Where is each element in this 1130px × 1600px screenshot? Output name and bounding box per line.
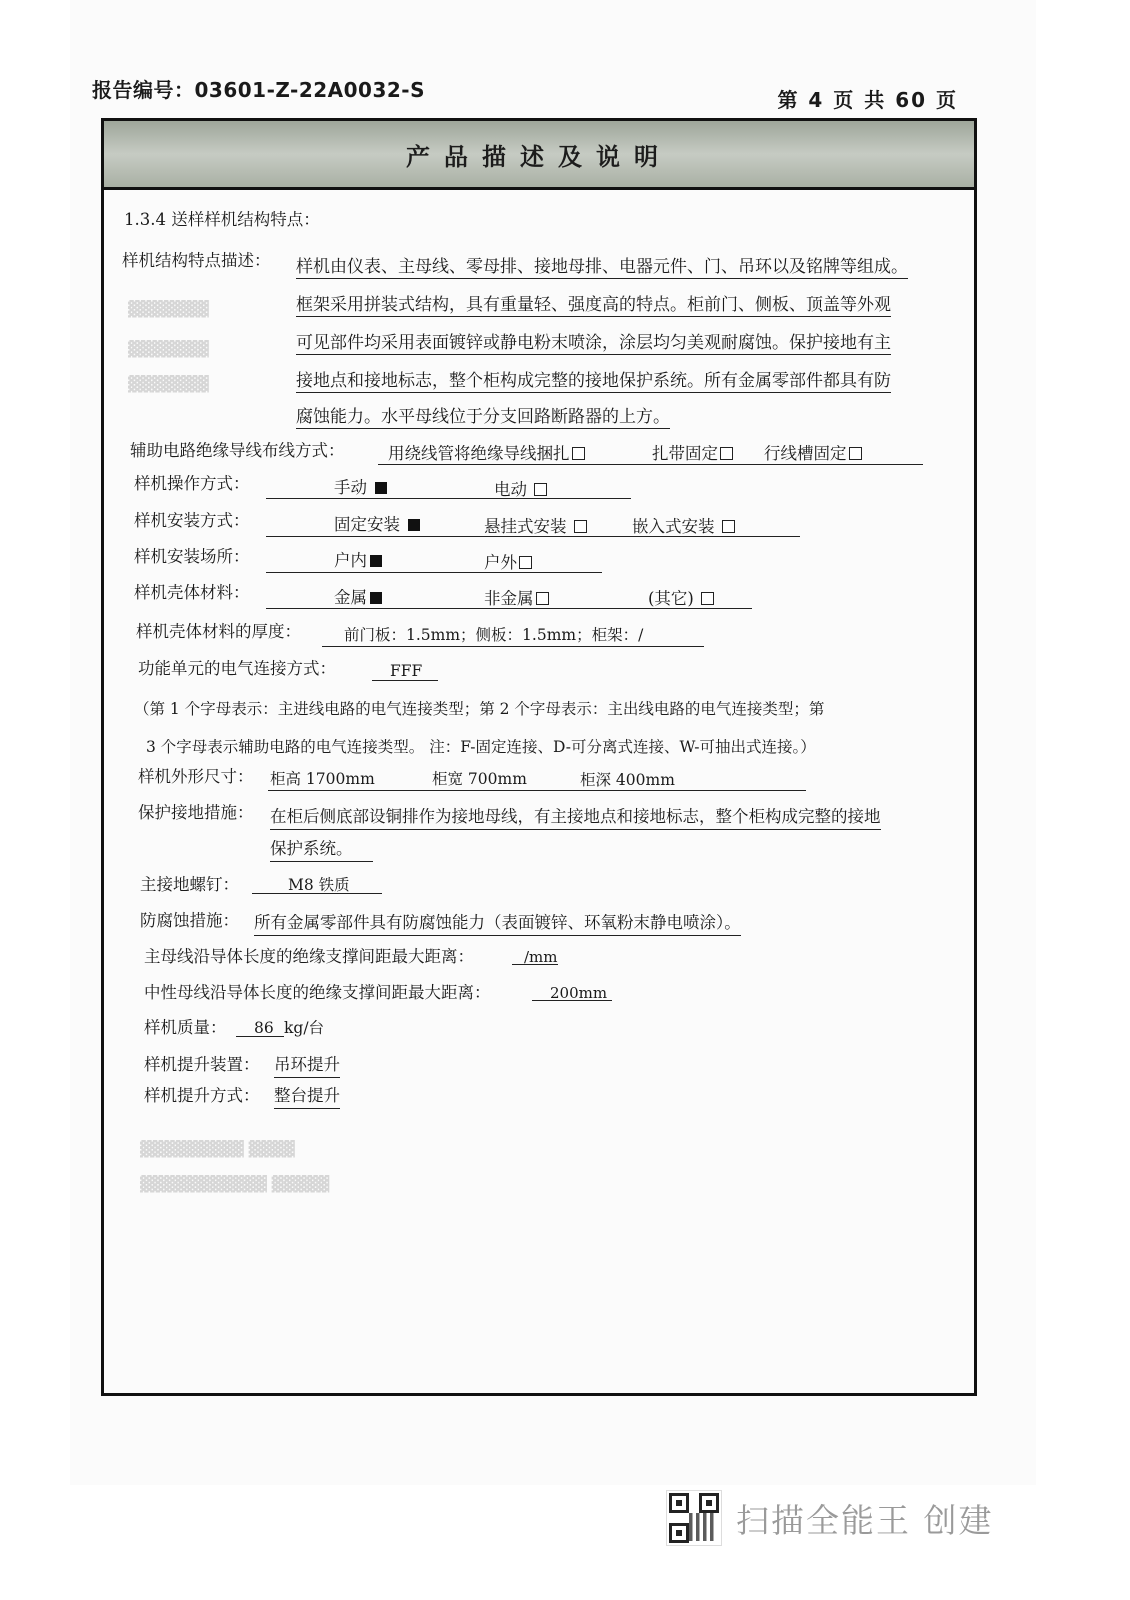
- wiring-option: [764, 443, 862, 465]
- bleed-through: ▓▓▓▓▓▓▓: [128, 300, 209, 318]
- mass-value: 86: [254, 1019, 274, 1037]
- structure-line: 接地点和接地标志，整个柜构成完整的接地保护系统。所有金属零部件都具有防: [296, 371, 891, 391]
- connection-note: （第 1 个字母表示：主进线电路的电气连接类型；第 2 个字母表示：主出线电路的电气连接类型；第: [134, 700, 825, 718]
- wiring-option-label: 行线槽固定: [764, 444, 847, 463]
- anticorrosion-label: 防腐蚀措施：: [140, 911, 239, 930]
- shell-option-label: (其它): [648, 589, 694, 608]
- structure-line: 可见部件均采用表面镀锌或静电粉末喷涂，涂层均匀美观耐腐蚀。保护接地有主: [296, 333, 891, 353]
- neutral-bus-value: 200mm: [550, 984, 608, 1002]
- checkbox-unchecked: [534, 483, 547, 496]
- bleed-through: ▓▓▓▓▓▓▓▓▓ ▓▓▓▓: [140, 1140, 295, 1158]
- checkbox-checked: [370, 555, 382, 567]
- wiring-option-label: 用绕线管将绝缘导线捆扎: [388, 444, 570, 463]
- earthing-text: [270, 838, 373, 862]
- bleed-through: ▓▓▓▓▓▓▓▓▓▓▓ ▓▓▓▓▓: [140, 1175, 330, 1193]
- scanner-watermark: [666, 1488, 1006, 1548]
- connection-note: 3 个字母表示辅助电路的电气连接类型。 注：F-固定连接、D-可分离式连接、W-可抽出式连接。）: [146, 738, 816, 756]
- place-option: [484, 552, 532, 574]
- install-option-label: 嵌入式安装: [632, 517, 715, 536]
- lift-method-value: 整台提升: [274, 1085, 340, 1109]
- checkbox-unchecked: [536, 592, 549, 605]
- qr-finder: [699, 1493, 719, 1513]
- earthing-line: 在柜后侧底部设铜排作为接地母线，有主接地点和接地标志，整个柜构成完整的接地: [270, 806, 881, 830]
- watermark-text: 扫描全能王 创建: [736, 1500, 994, 1540]
- anticorrosion-text: [254, 912, 741, 936]
- structure-line: 样机由仪表、主母线、零母排、接地母排、电器元件、门、吊环以及铭牌等组成。: [296, 257, 908, 277]
- mass-unit: kg/台: [284, 1019, 325, 1037]
- place-option-label: 户内: [334, 551, 367, 570]
- checkbox-checked: [375, 482, 387, 494]
- place-underline: [266, 572, 602, 573]
- checkbox-unchecked: [574, 520, 587, 533]
- size-width: 柜宽 700mm: [432, 770, 527, 788]
- shell-option: [648, 588, 714, 610]
- shell-option: [334, 587, 382, 609]
- operation-option-label: 手动: [334, 478, 367, 497]
- install-option: [632, 516, 735, 538]
- connection-label: 功能单元的电气连接方式：: [138, 659, 336, 678]
- main-bus-label: 主母线沿导体长度的绝缘支撑间距最大距离：: [144, 947, 474, 966]
- main-bus-value: /mm: [524, 948, 558, 966]
- mass-label: 样机质量：: [144, 1018, 227, 1037]
- operation-option-label: 电动: [494, 480, 527, 499]
- checkbox-unchecked: [701, 592, 714, 605]
- neutral-bus-label: 中性母线沿导体长度的绝缘支撑间距最大距离：: [144, 983, 491, 1002]
- checkbox-unchecked: [519, 556, 532, 569]
- operation-label: 样机操作方式：: [134, 474, 250, 493]
- report-number: 报告编号：03601-Z-22A0032-S: [92, 78, 426, 102]
- install-option-label: 悬挂式安装: [484, 517, 567, 536]
- lift-device-text: [274, 1054, 340, 1078]
- thickness-label: 样机壳体材料的厚度：: [136, 622, 301, 641]
- lift-method-label: 样机提升方式：: [144, 1086, 260, 1105]
- lift-device-label: 样机提升装置：: [144, 1055, 260, 1074]
- install-option: [484, 516, 587, 538]
- banner-title: 产品描述及说明: [406, 141, 672, 171]
- place-option: [334, 550, 382, 572]
- install-option: [334, 514, 420, 536]
- earthing-line: 保护系统。: [270, 838, 373, 862]
- operation-option: [494, 479, 547, 501]
- earthing-text: [270, 806, 881, 830]
- operation-option: [334, 477, 387, 499]
- place-option-label: 户外: [484, 553, 517, 572]
- operation-underline: [266, 498, 631, 499]
- page-indicator: 第 4 页 共 60 页: [777, 88, 958, 112]
- earthing-label: 保护接地措施：: [138, 803, 254, 822]
- section-heading: 1.3.4 送样样机结构特点：: [124, 210, 320, 229]
- bleed-through: ▓▓▓▓▓▓▓: [128, 375, 209, 393]
- thickness-underline: [322, 646, 704, 647]
- checkbox-unchecked: [849, 447, 862, 460]
- checkbox-unchecked: [720, 447, 733, 460]
- structure-line: 框架采用拼装式结构，具有重量轻、强度高的特点。柜前门、侧板、顶盖等外观: [296, 295, 891, 315]
- lift-method-text: [274, 1085, 340, 1109]
- qr-finder: [669, 1523, 689, 1543]
- qr-finder: [669, 1493, 689, 1513]
- size-height: 柜高 1700mm: [270, 770, 375, 788]
- checkbox-unchecked: [722, 520, 735, 533]
- thickness-value: 前门板：1.5mm；侧板：1.5mm；柜架：/: [344, 626, 644, 644]
- title-banner: [101, 118, 977, 190]
- wiring-label: 辅助电路绝缘导线布线方式：: [130, 441, 345, 460]
- place-label: 样机安装场所：: [134, 547, 250, 566]
- checkbox-unchecked: [572, 447, 585, 460]
- wiring-option-label: 扎带固定: [652, 444, 718, 463]
- structure-line: 腐蚀能力。水平母线位于分支回路断路器的上方。: [296, 407, 670, 427]
- size-label: 样机外形尺寸：: [138, 767, 254, 786]
- lift-device-value: 吊环提升: [274, 1054, 340, 1078]
- bleed-through: ▓▓▓▓▓▓▓: [128, 340, 209, 358]
- bolt-label: 主接地螺钉：: [140, 875, 239, 894]
- bolt-value: M8 铁质: [288, 876, 350, 894]
- shell-option-label: 非金属: [484, 589, 534, 608]
- wiring-option: [388, 443, 585, 465]
- anticorrosion-value: 所有金属零部件具有防腐蚀能力（表面镀锌、环氧粉末静电喷涂）。: [254, 912, 741, 936]
- shell-option-label: 金属: [334, 588, 367, 607]
- connection-value: FFF: [390, 662, 423, 680]
- checkbox-checked: [370, 592, 382, 604]
- install-option-label: 固定安装: [334, 515, 400, 534]
- size-underline: [268, 790, 806, 791]
- checkbox-checked: [408, 519, 420, 531]
- qr-modules: [689, 1513, 717, 1541]
- qr-code-icon: [666, 1490, 722, 1546]
- shell-option: [484, 588, 549, 610]
- size-depth: 柜深 400mm: [580, 771, 675, 789]
- wiring-option: [652, 443, 733, 465]
- structure-label: 样机结构特点描述：: [122, 251, 271, 270]
- install-label: 样机安装方式：: [134, 511, 250, 530]
- shell-label: 样机壳体材料：: [134, 583, 250, 602]
